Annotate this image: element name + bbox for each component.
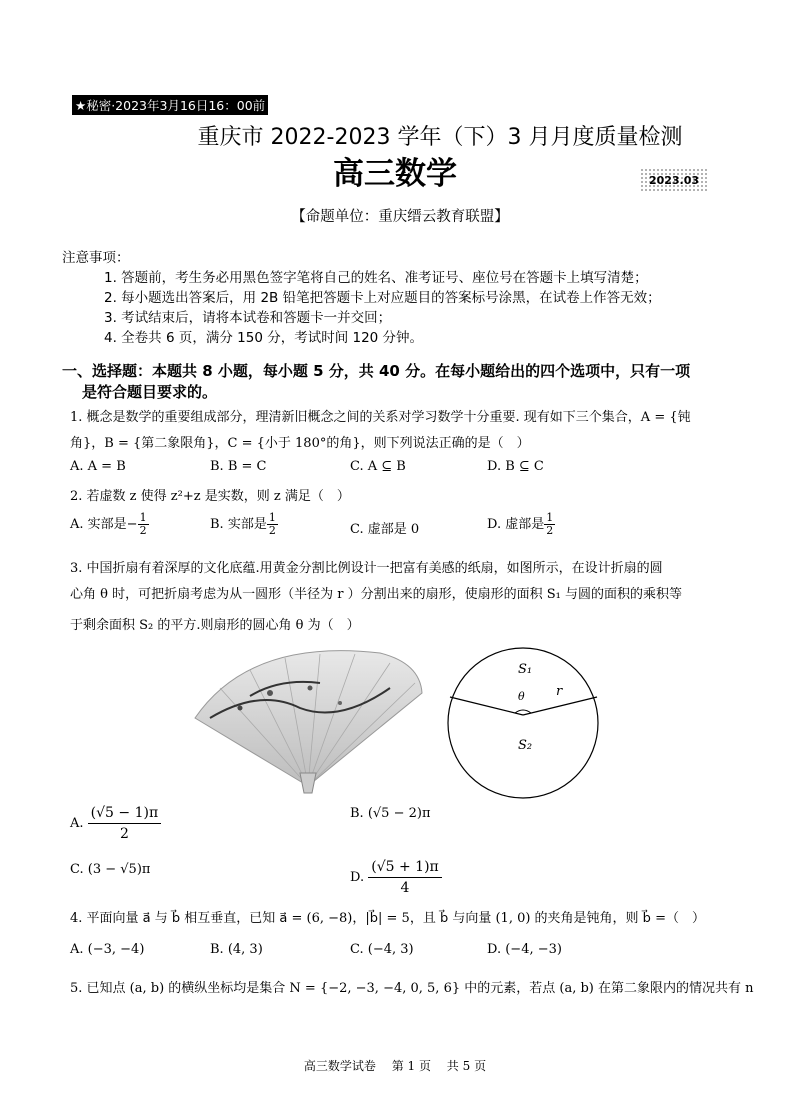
option-value: (√5 − 2)π: [367, 806, 431, 821]
q3-line1: 3. 中国折扇有着深厚的文化底蕴.用黄金分割比例设计一把富有美感的纸扇，如图所示，在设计折扇的圆: [70, 561, 663, 576]
q4-option-b: B. (4, 3): [210, 942, 263, 957]
fraction: [88, 803, 162, 844]
denominator: 2: [268, 524, 276, 537]
note-item: 2. 每小题选出答案后，用 2B 铅笔把答题卡上对应题目的答案标号涂黑，在试卷上作答无效；: [104, 290, 661, 306]
label-r: r: [556, 684, 563, 699]
option-label: B. 实部是: [210, 517, 267, 532]
q2-option-d: [487, 512, 555, 537]
q1-line2: 角}，B = {第二象限角}，C = {小于 180°的角}，则下列说法正确的是（ ）: [70, 436, 530, 451]
q2-option-a: [70, 512, 149, 537]
denominator: 2: [546, 524, 554, 537]
option-label: D.: [350, 870, 365, 885]
subject-title: 高三数学: [333, 156, 457, 192]
q3-option-d: [350, 857, 442, 898]
fraction: [368, 857, 442, 898]
q1-option-b: B. B = C: [210, 459, 267, 474]
label-s1: S₁: [518, 662, 533, 677]
label-theta: θ: [518, 690, 525, 703]
fraction: [138, 512, 149, 537]
date-badge: 2023.03: [640, 168, 708, 193]
q4-stem: 4. 平面向量 a⃗ 与 b⃗ 相互垂直，已知 a⃗ = (6, −8)，|b⃗| = 5，且 b⃗ 与向量 (1, 0) 的夹角是钝角，则 b⃗ =（ ）: [70, 911, 705, 926]
denominator: 2: [119, 826, 129, 842]
confidential-banner: ★秘密·2023年3月16日16：00前: [72, 95, 268, 115]
note-item: 3. 考试结束后，请将本试卷和答题卡一并交回；: [104, 310, 392, 326]
option-label: C.: [70, 862, 84, 877]
section-heading-cont: 是符合题目要求的。: [82, 383, 218, 401]
folding-fan-image: [190, 648, 425, 798]
q3-option-b: [350, 806, 431, 821]
denominator: 4: [400, 880, 410, 896]
exam-title: 重庆市 2022-2023 学年（下）3 月月度质量检测: [197, 125, 683, 150]
q1-option-c: C. A ⊆ B: [350, 459, 406, 474]
q2-option-c: C. 虚部是 0: [350, 522, 420, 537]
fraction: [544, 512, 555, 537]
label-s2: S₂: [518, 738, 533, 753]
q3-line2: 心角 θ 时，可把折扇考虑为从一圆形（半径为 r ）分割出来的扇形，使扇形的面积 S₁ 与圆的面积的乘积等: [70, 587, 682, 602]
option-label: A. 实部是: [70, 517, 127, 532]
q3-option-a: [70, 803, 161, 844]
numerator: 1: [139, 511, 147, 524]
q1-option-d: D. B ⊆ C: [487, 459, 544, 474]
note-item: 1. 答题前，考生务必用黑色签字笔将自己的姓名、准考证号、座位号在答题卡上填写清楚；: [104, 270, 648, 286]
numerator: (√5 − 1)π: [88, 803, 162, 824]
option-label: A.: [70, 816, 84, 831]
note-item: 4. 全卷共 6 页，满分 150 分，考试时间 120 分钟。: [104, 330, 424, 346]
option-value: (3 − √5)π: [87, 862, 151, 877]
fraction: [267, 512, 278, 537]
issuing-unit: 【命题单位：重庆缙云教育联盟】: [291, 209, 509, 225]
q3-line3: 于剩余面积 S₂ 的平方.则扇形的圆心角 θ 为（ ）: [70, 618, 360, 633]
numerator: 1: [546, 511, 554, 524]
notes-heading: 注意事项：: [62, 250, 130, 266]
q2-option-b: [210, 512, 278, 537]
q2-stem: 2. 若虚数 z 使得 z²+z 是实数，则 z 满足（ ）: [70, 489, 350, 504]
q1-line1: 1. 概念是数学的重要组成部分，理清新旧概念之间的关系对学习数学十分重要. 现有如下三个集合，A = {钝: [70, 410, 691, 425]
q3-option-c: [70, 862, 150, 877]
q4-option-d: D. (−4, −3): [487, 942, 562, 957]
q4-option-a: A. (−3, −4): [70, 942, 145, 957]
sign: −: [126, 517, 138, 532]
denominator: 2: [139, 524, 147, 537]
q5-stem: 5. 已知点 (a, b) 的横纵坐标均是集合 N = {−2, −3, −4, 0, 5, 6} 中的元素，若点 (a, b) 在第二象限内的情况共有 n: [70, 981, 754, 996]
numerator: (√5 + 1)π: [368, 857, 442, 878]
option-label: B.: [350, 806, 364, 821]
q4-option-c: C. (−4, 3): [350, 942, 414, 957]
numerator: 1: [268, 511, 276, 524]
option-label: D. 虚部是: [487, 517, 545, 532]
page-footer: 高三数学试卷 第 1 页 共 5 页: [303, 1059, 487, 1073]
q1-option-a: A. A = B: [70, 459, 126, 474]
section-heading: 一、选择题：本题共 8 小题，每小题 5 分，共 40 分。在每小题给出的四个选项中，只有一项: [62, 362, 691, 380]
